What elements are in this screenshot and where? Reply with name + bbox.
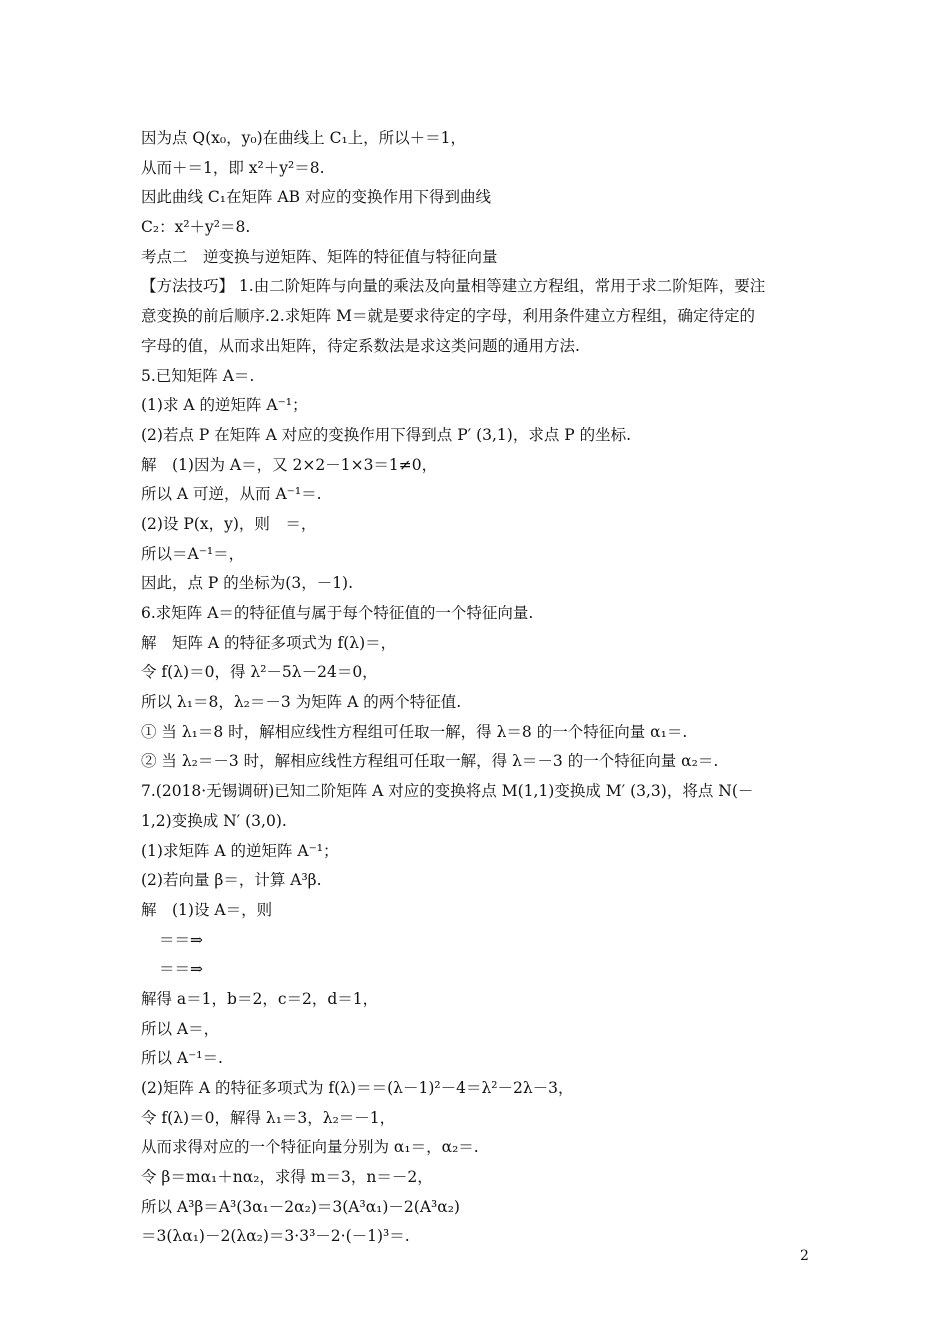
text-line: (2)若向量 β＝，计算 A³β. bbox=[141, 871, 322, 890]
text-line: 所以 λ₁＝8，λ₂＝－3 为矩阵 A 的两个特征值. bbox=[141, 693, 462, 712]
problem-7: 7.(2018·无锡调研)已知二阶矩阵 A 对应的变换将点 M(1,1)变换成 M′ (3,3)，将点 N(－ bbox=[141, 782, 754, 801]
text-line: 所以＝A⁻¹＝， bbox=[141, 544, 245, 563]
text-line: 因此，点 P 的坐标为(3，－1). bbox=[141, 574, 354, 593]
text-line: 从而＋＝1，即 x²＋y²＝8. bbox=[141, 158, 325, 177]
text-line: ＝＝⇒ bbox=[159, 960, 203, 979]
text-line: 解得 a＝1，b＝2，c＝2，d＝1， bbox=[141, 989, 379, 1008]
text-line: 所以 A⁻¹＝. bbox=[141, 1049, 223, 1068]
text-line: 所以 A 可逆，从而 A⁻¹＝. bbox=[141, 485, 322, 504]
text-line: ＝＝⇒ bbox=[159, 930, 203, 949]
text-line: 令 f(λ)＝0，得 λ²－5λ－24＝0， bbox=[141, 663, 378, 682]
section-heading: 考点二 逆变换与逆矩阵、矩阵的特征值与特征向量 bbox=[141, 247, 498, 266]
method-tips-line: 字母的值，从而求出矩阵，待定系数法是求这类问题的通用方法. bbox=[141, 336, 580, 355]
text-line: 1,2)变换成 N′ (3,0). bbox=[141, 811, 287, 830]
problem-5: 5.已知矩阵 A＝. bbox=[141, 366, 255, 385]
text-line: C₂：x²＋y²＝8. bbox=[141, 218, 251, 237]
text-line: 令 β＝mα₁＋nα₂，求得 m＝3，n＝－2， bbox=[141, 1168, 433, 1187]
text-line: ② 当 λ₂＝－3 时，解相应线性方程组可任取一解，得 λ＝－3 的一个特征向量 α₂＝. bbox=[141, 752, 719, 771]
text-line: 因为点 Q(x₀，y₀)在曲线上 C₁上，所以＋＝1， bbox=[141, 129, 467, 147]
text-line: (2)若点 P 在矩阵 A 对应的变换作用下得到点 P′ (3,1)，求点 P 的坐标. bbox=[141, 425, 632, 444]
solution-line: 解 (1)设 A＝，则 bbox=[141, 900, 273, 919]
text-line: ① 当 λ₁＝8 时，解相应线性方程组可任取一解，得 λ＝8 的一个特征向量 α₁＝. bbox=[141, 722, 688, 741]
page-number: 2 bbox=[800, 1248, 809, 1264]
text-line: 从而求得对应的一个特征向量分别为 α₁＝，α₂＝. bbox=[141, 1138, 479, 1157]
text-line: 因此曲线 C₁在矩阵 AB 对应的变换作用下得到曲线 bbox=[141, 188, 491, 207]
solution-line: 解 矩阵 A 的特征多项式为 f(λ)＝， bbox=[141, 633, 397, 652]
method-tips-line: 意变换的前后顺序.2.求矩阵 M＝就是要求待定的字母，利用条件建立方程组，确定待定的 bbox=[141, 307, 756, 326]
solution-line: 解 (1)因为 A＝，又 2×2－1×3＝1≠0， bbox=[141, 455, 438, 474]
text-line: (1)求矩阵 A 的逆矩阵 A⁻¹； bbox=[141, 841, 339, 860]
text-line: (1)求 A 的逆矩阵 A⁻¹； bbox=[141, 396, 308, 415]
text-line: (2)矩阵 A 的特征多项式为 f(λ)＝＝(λ－1)²－4＝λ²－2λ－3， bbox=[141, 1079, 574, 1097]
text-line: ＝3(λα₁)－2(λα₂)＝3·3³－2·(－1)³＝. bbox=[141, 1227, 410, 1246]
text-line: 所以 A＝， bbox=[141, 1019, 220, 1038]
document-body bbox=[141, 124, 821, 1252]
text-line: (2)设 P(x，y)，则 ＝， bbox=[141, 514, 317, 533]
method-tips-line: 【方法技巧】 1.由二阶矩阵与向量的乘法及向量相等建立方程组，常用于求二阶矩阵，要注 bbox=[141, 277, 766, 296]
text-line: 令 f(λ)＝0，解得 λ₁＝3，λ₂＝－1， bbox=[141, 1108, 396, 1127]
problem-6: 6.求矩阵 A＝的特征值与属于每个特征值的一个特征向量. bbox=[141, 604, 534, 622]
text-line: 所以 A³β＝A³(3α₁－2α₂)＝3(A³α₁)－2(A³α₂) bbox=[141, 1197, 460, 1216]
